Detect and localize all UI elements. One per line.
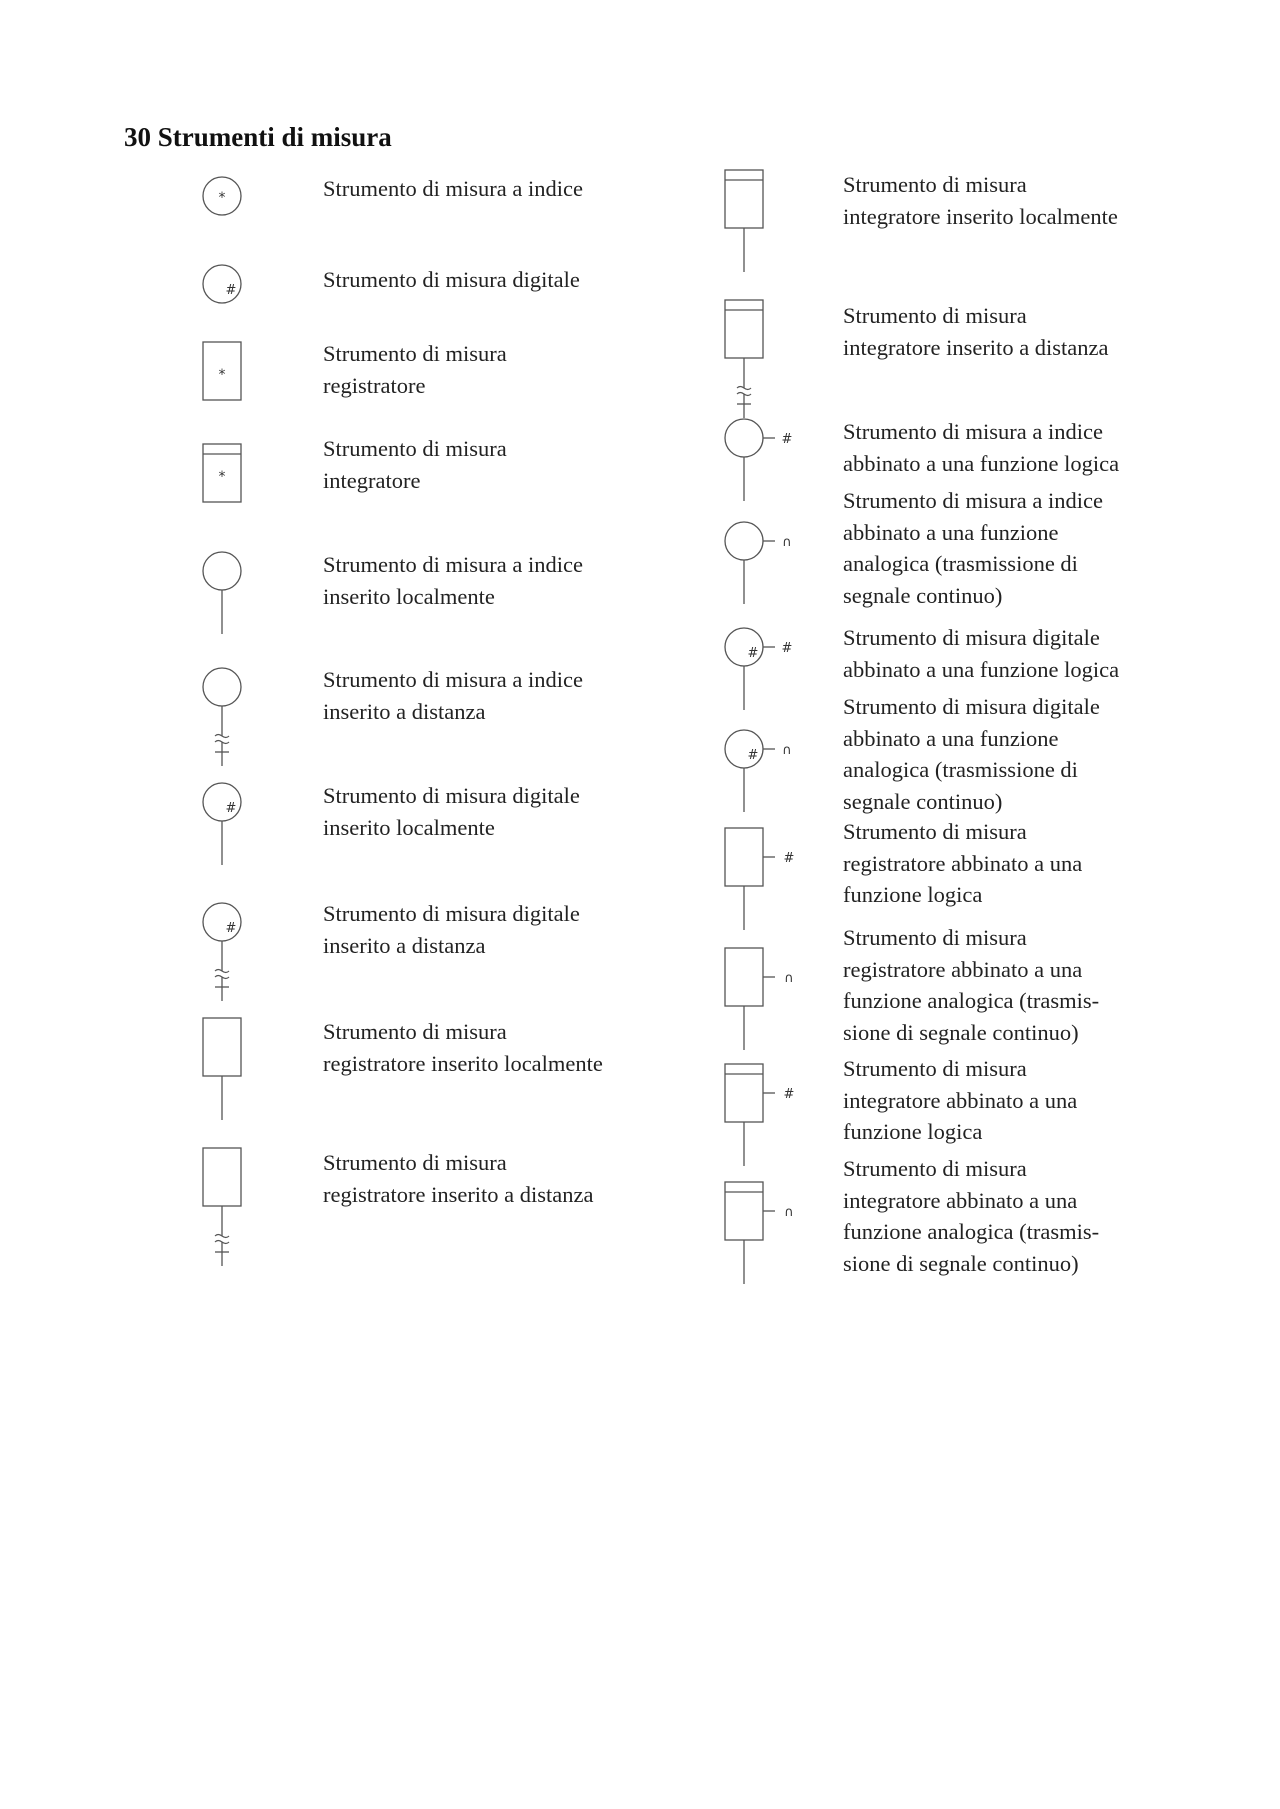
instrument-rect	[725, 1064, 763, 1122]
right-entry-label: Strumento di misura digitale abbinato a una funzione logica	[843, 625, 1120, 682]
rect-stem-remote-icon	[196, 1146, 286, 1256]
circle-hash-stem-analog-icon	[718, 727, 808, 837]
page-title: 30 Strumenti di misura	[124, 122, 392, 152]
instrument-rect	[203, 1148, 241, 1206]
right-entry-label: Strumento di misura integratore inserito localmente	[843, 172, 1118, 229]
right-entry-label: Strumento di misura integratore abbinato a una funzione logica	[843, 1056, 1078, 1144]
asterisk-glyph: *	[218, 469, 226, 485]
right-entry-label: Strumento di misura integratore inserito a distanza	[843, 303, 1109, 360]
left-entry-label: Strumento di misura a indice inserito a distanza	[323, 667, 583, 724]
rect-band-asterisk-icon	[196, 442, 286, 552]
rect-band-stem-analog-icon	[718, 1180, 808, 1290]
rect-stem-icon	[196, 1016, 286, 1126]
logic-function-glyph: #	[781, 432, 793, 447]
circle-stem-logic-icon	[718, 416, 808, 526]
circle-hash-stem-logic-icon	[718, 625, 808, 735]
rect-band-stem-logic-icon	[718, 1062, 808, 1172]
right-entry-label: Strumento di misura digitale abbinato a una funzione analogica (trasmissione di segnale continuo)	[843, 694, 1100, 814]
left-entry-label: Strumento di misura a indice	[323, 176, 583, 201]
analog-function-glyph: ∩	[782, 535, 792, 550]
rect-band-stem-icon	[718, 168, 808, 278]
hash-glyph: #	[225, 283, 237, 298]
rect-band-stem-remote-icon	[718, 298, 808, 408]
asterisk-glyph: *	[218, 367, 226, 383]
logic-function-glyph: #	[781, 641, 793, 656]
left-entry-label: Strumento di misura registratore inserito a distanza	[323, 1150, 594, 1207]
hash-glyph: #	[225, 921, 237, 936]
analog-function-glyph: ∩	[784, 971, 794, 986]
hash-glyph: #	[225, 801, 237, 816]
circle-stem-remote-icon	[196, 665, 286, 775]
left-entry-label: Strumento di misura digitale inserito localmente	[323, 783, 580, 840]
logic-function-glyph: #	[783, 851, 795, 866]
rect-stem-analog-icon	[718, 946, 808, 1056]
instrument-rect	[725, 300, 763, 358]
left-entry-label: Strumento di misura a indice inserito localmente	[323, 552, 583, 609]
left-entry-label: Strumento di misura digitale inserito a distanza	[323, 901, 580, 958]
instrument-circle	[725, 522, 763, 560]
right-entry-label: Strumento di misura integratore abbinato a una funzione analogica (trasmis- sione di segnale continuo)	[843, 1156, 1100, 1276]
analog-function-glyph: ∩	[784, 1205, 794, 1220]
instrument-circle	[203, 668, 241, 706]
left-entry-label: Strumento di misura integratore	[323, 436, 507, 493]
left-entry-label: Strumento di misura registratore inserito localmente	[323, 1019, 603, 1076]
instrument-rect	[725, 948, 763, 1006]
logic-function-glyph: #	[783, 1087, 795, 1102]
instrument-rect	[725, 1182, 763, 1240]
rect-stem-logic-icon	[718, 826, 808, 936]
circle-stem-icon	[196, 549, 286, 659]
hash-glyph: #	[747, 646, 759, 661]
rect-asterisk-icon	[196, 340, 286, 450]
instrument-rect	[203, 1018, 241, 1076]
left-entry-label: Strumento di misura digitale	[323, 267, 580, 292]
instrument-circle	[203, 552, 241, 590]
hash-glyph: #	[747, 748, 759, 763]
right-entry-label: Strumento di misura registratore abbinato a una funzione logica	[843, 819, 1083, 907]
instrument-circle	[725, 419, 763, 457]
circle-hash-stem-remote-icon	[196, 900, 286, 1010]
right-entry-label: Strumento di misura a indice abbinato a una funzione analogica (trasmissione di segnale continuo)	[843, 488, 1103, 608]
circle-stem-analog-icon	[718, 519, 808, 629]
right-entry-label: Strumento di misura registratore abbinato a una funzione analogica (trasmis- sione di segnale continuo)	[843, 925, 1100, 1045]
instrument-rect	[725, 170, 763, 228]
left-entry-label: Strumento di misura registratore	[323, 341, 507, 398]
instrument-rect	[725, 828, 763, 886]
right-entry-label: Strumento di misura a indice abbinato a una funzione logica	[843, 419, 1120, 476]
circle-hash-stem-icon	[196, 780, 286, 890]
analog-function-glyph: ∩	[782, 743, 792, 758]
asterisk-glyph: *	[218, 190, 226, 206]
